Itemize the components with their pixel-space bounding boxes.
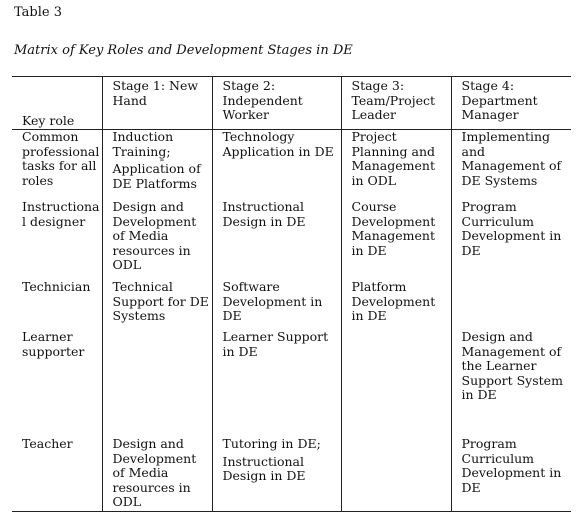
stage-4-cell — [451, 200, 571, 280]
table-row — [12, 330, 571, 437]
role-cell: Learner supporter — [22, 329, 85, 359]
stage-3-cell — [341, 280, 451, 330]
table-row — [12, 130, 571, 201]
table-row — [12, 200, 571, 280]
stage-3-cell — [341, 200, 451, 280]
header-key-role: Key role — [22, 112, 75, 128]
cell-text: Implementing and Management of DE Systems — [461, 129, 562, 188]
role-cell: Technician — [22, 279, 91, 294]
stage-2-cell — [212, 330, 341, 437]
cell-text: Software Development in DE — [222, 279, 323, 323]
cell-text: Platform Development in DE — [351, 279, 436, 323]
cell-text: Project Planning and Management in ODL — [351, 129, 435, 188]
cell-text: Program Curriculum Development in DE — [461, 199, 562, 258]
stage-4-cell — [451, 130, 571, 201]
cell-text: Instructional Design in DE — [222, 199, 306, 229]
table-number: Table 3 — [14, 5, 62, 20]
stage-3-cell — [341, 130, 451, 201]
stage-3-cell — [341, 330, 451, 437]
role-cell: Teacher — [22, 436, 73, 451]
stage-1-cell — [102, 330, 212, 437]
stage-4-cell — [451, 280, 571, 330]
header-stage-2: Stage 2: Independent Worker — [212, 77, 341, 130]
stage-1-cell — [102, 130, 212, 201]
cell-text: Application of DE Platforms — [112, 161, 201, 191]
cell-text: Design and Development of Media resources in ODL — [112, 436, 197, 509]
stage-4-cell — [451, 330, 571, 437]
cell-text: Learner Support in DE — [222, 329, 329, 359]
stage-2-cell — [212, 130, 341, 201]
roles-stages-matrix — [12, 76, 571, 512]
stage-3-cell — [341, 437, 451, 512]
table-row — [12, 437, 571, 512]
stage-4-cell — [451, 437, 571, 512]
cell-text: Induction Training̱; — [112, 129, 174, 159]
cell-text: Program Curriculum Development in DE — [461, 436, 562, 495]
cell-text: Technical Support for DE Systems — [112, 279, 209, 323]
role-cell: Instructional designer — [22, 199, 100, 229]
role-cell: Common professional tasks for all roles — [22, 129, 100, 188]
header-stage-3: Stage 3: Team/Project Leader — [341, 77, 451, 130]
stage-2-cell — [212, 200, 341, 280]
header-stage-1: Stage 1: New Hand — [102, 77, 212, 130]
stage-1-cell — [102, 200, 212, 280]
table-caption: Matrix of Key Roles and Development Stages in DE — [14, 43, 353, 58]
cell-text: Technology Application in DE — [222, 129, 334, 159]
cell-text: Instructional Design in DE — [222, 453, 306, 483]
stage-1-cell — [102, 437, 212, 512]
cell-text: Tutoring in DE; — [222, 436, 321, 451]
stage-1-cell — [102, 280, 212, 330]
cell-text: Design and Management of the Learner Support System in DE — [461, 329, 563, 402]
table-row — [12, 280, 571, 330]
header-stage-4: Stage 4: Department Manager — [451, 77, 571, 130]
stage-2-cell — [212, 280, 341, 330]
header-row — [12, 77, 571, 130]
cell-text: Design and Development of Media resources in ODL — [112, 199, 197, 272]
stage-2-cell — [212, 437, 341, 512]
cell-text: Course Development Management in DE — [351, 199, 436, 258]
